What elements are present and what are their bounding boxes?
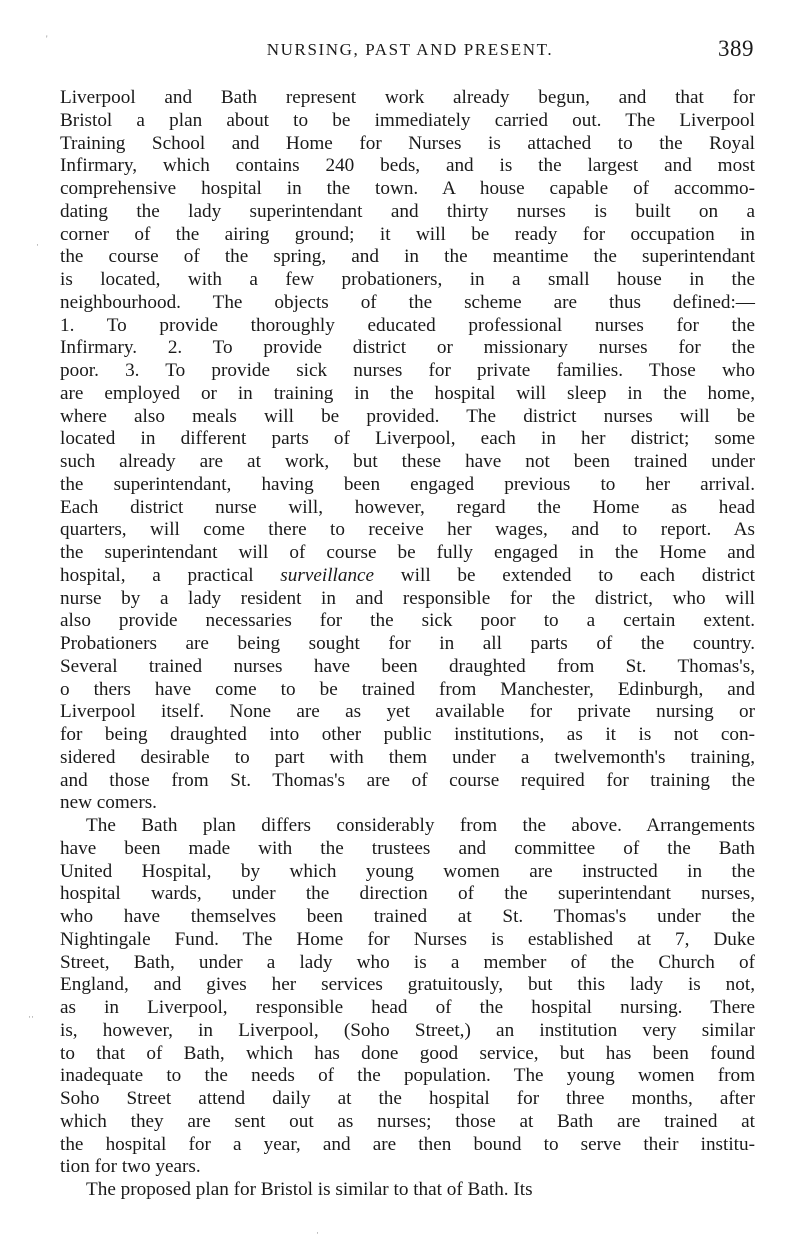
italic-word: surveillance bbox=[280, 564, 375, 586]
text-line: Several trained nurses have been draughted from St. Thomas's, bbox=[60, 655, 755, 677]
text-line: who have themselves been trained at St. Thomas's under the bbox=[60, 906, 755, 927]
text-line: Soho Street attend daily at the hospital for three months, after bbox=[60, 1088, 755, 1109]
text-line: neighbourhood. The objects of the scheme are thus defined:— bbox=[60, 291, 755, 313]
text-line: England, and gives her services gratuitously, but this lady is not, bbox=[60, 974, 755, 996]
text-line: The Bath plan differs considerably from the above. Arrangements bbox=[86, 815, 755, 836]
paragraph-liverpool bbox=[60, 87, 755, 815]
running-head: NURSING, PAST AND PRESENT. bbox=[266, 40, 554, 59]
text-line: corner of the airing ground; it will be ready for occupation in bbox=[60, 223, 755, 245]
text-line: the course of the spring, and in the meantime the superintendant bbox=[60, 246, 755, 268]
text-line: the superintendant, having been engaged previous to her arrival. bbox=[60, 473, 755, 495]
paragraph-bristol bbox=[60, 1179, 755, 1202]
text-line: sidered desirable to part with them under a twelvemonth's training, bbox=[60, 746, 755, 768]
text-line: o thers have come to be trained from Manchester, Edinburgh, and bbox=[60, 678, 755, 700]
paragraph-bath bbox=[60, 815, 755, 1179]
text-line: United Hospital, by which young women are instructed in the bbox=[60, 860, 755, 882]
text-line: inadequate to the needs of the population. The young women from bbox=[60, 1065, 755, 1087]
text-line: new comers. bbox=[60, 792, 157, 814]
text-line: the superintendant will of course be fully engaged in the Home and bbox=[60, 542, 755, 563]
text-line: Nightingale Fund. The Home for Nurses is established at 7, Duke bbox=[60, 928, 755, 950]
text-line: nurse by a lady resident in and responsible for the district, who will bbox=[60, 587, 755, 609]
text-line: also provide necessaries for the sick poor to a certain extent. bbox=[60, 610, 755, 632]
text-line: hospital, a practical surveillance will be extended to each district bbox=[60, 564, 755, 586]
text-line: located in different parts of Liverpool, each in her district; some bbox=[60, 428, 755, 450]
text-line: Liverpool itself. None are as yet available for private nursing or bbox=[60, 701, 755, 723]
text-line: hospital wards, under the direction of the superintendant nurses, bbox=[60, 883, 755, 905]
text-line: which they are sent out as nurses; those at Bath are trained at bbox=[60, 1110, 755, 1132]
text-line: Bristol a plan about to be immediately carried out. The Liverpool bbox=[60, 109, 755, 131]
margin-mark: ' bbox=[46, 34, 48, 44]
text-line: poor. 3. To provide sick nurses for private families. Those who bbox=[60, 360, 755, 381]
text-line: The proposed plan for Bristol is similar to that of Bath. Its bbox=[86, 1179, 533, 1200]
page-header bbox=[60, 36, 760, 66]
text-line: Each district nurse will, however, regard the Home as head bbox=[60, 496, 755, 518]
text-line: tion for two years. bbox=[60, 1156, 201, 1178]
text-line: the hospital for a year, and are then bound to serve their institu- bbox=[60, 1133, 755, 1155]
text-line: to that of Bath, which has done good service, but has been found bbox=[60, 1042, 755, 1064]
text-line: are employed or in training in the hospital will sleep in the home, bbox=[60, 382, 755, 404]
text-line: where also meals will be provided. The district nurses will be bbox=[60, 405, 755, 427]
text-line: as in Liverpool, responsible head of the hospital nursing. There bbox=[60, 997, 755, 1018]
text-line: have been made with the trustees and committee of the Bath bbox=[60, 837, 755, 859]
text-line: Infirmary, which contains 240 beds, and is the largest and most bbox=[60, 155, 755, 177]
text-line: and those from St. Thomas's are of course required for training the bbox=[60, 769, 755, 791]
body-text bbox=[60, 87, 755, 1202]
text-line: Probationers are being sought for in all parts of the country. bbox=[60, 633, 755, 654]
text-line: quarters, will come there to receive her wages, and to report. As bbox=[60, 519, 755, 541]
margin-mark: · bbox=[36, 240, 39, 250]
text-line: Training School and Home for Nurses is attached to the Royal bbox=[60, 132, 755, 154]
text-line: is located, with a few probationers, in a small house in the bbox=[60, 269, 755, 290]
text-line: Infirmary. 2. To provide district or missionary nurses for the bbox=[60, 337, 755, 359]
text-line: dating the lady superintendant and thirty nurses is built on a bbox=[60, 200, 755, 222]
text-line: for being draughted into other public institutions, as it is not con- bbox=[60, 724, 755, 745]
text-line: such already are at work, but these have not been trained under bbox=[60, 451, 755, 472]
margin-mark: · bbox=[316, 1228, 319, 1238]
text-line: 1. To provide thoroughly educated professional nurses for the bbox=[60, 314, 755, 336]
text-line: Liverpool and Bath represent work already begun, and that for bbox=[60, 87, 755, 108]
text-line: Street, Bath, under a lady who is a member of the Church of bbox=[60, 951, 755, 973]
margin-mark: ·· bbox=[28, 1012, 34, 1022]
page-number: 389 bbox=[718, 36, 754, 61]
text-line: is, however, in Liverpool, (Soho Street,) an institution very similar bbox=[60, 1019, 755, 1041]
text-line: comprehensive hospital in the town. A house capable of accommo- bbox=[60, 178, 755, 199]
